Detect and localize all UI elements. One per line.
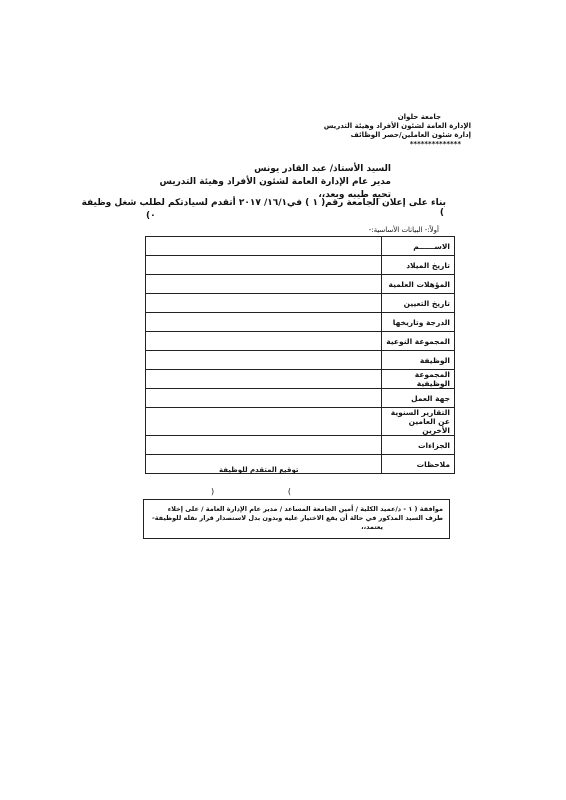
form-row-value[interactable]: [146, 313, 382, 332]
form-row-label: التقارير السنوية عن العامين الأخرين: [382, 408, 455, 436]
form-row-label: ملاحظات: [382, 455, 455, 474]
approval-text: [151, 505, 443, 532]
form-row-label: الوظيفة: [382, 351, 455, 370]
stars-divider: **************: [409, 140, 461, 148]
recipient-line: السيد الأستاذ/ عبد القادر يونس: [254, 164, 391, 174]
form-row-label: تاريخ التعيين: [382, 294, 455, 313]
form-row-value[interactable]: [146, 294, 382, 313]
form-row: [146, 237, 455, 256]
letterhead: [271, 113, 471, 149]
form-row-label: جهة العمل: [382, 389, 455, 408]
intro-paren-close: (٠: [146, 211, 156, 221]
form-row-label: المجموعة النوعية: [382, 332, 455, 351]
form-row: [146, 408, 455, 436]
intro-paren-open: ): [439, 208, 444, 218]
form-row-label: الاســــــم: [382, 237, 455, 256]
form-row-value[interactable]: [146, 332, 382, 351]
form-row: [146, 370, 455, 389]
form-row: [146, 256, 455, 275]
address-block: [131, 163, 391, 202]
form-row: [146, 455, 455, 474]
approval-closing: يعتمد،،: [361, 523, 383, 531]
admin-name: الإدارة العامة لشئون الأفراد وهيئة التدريس: [323, 122, 471, 130]
form-row-value[interactable]: [146, 370, 382, 389]
form-row-label: الجزاءات: [382, 436, 455, 455]
greeting-line: تحيه طيبه وبعد،،: [318, 190, 391, 200]
approval-body: موافقة ( ١ - د/عميد الكلية / أمين الجامعة المساعد / مدير عام الإدارة العامة / على إخلاء طرف السيد المذكور في حالة أن يقع الاختيار عليه وبدون بدل لاستصدار قرار نقله للوظيفة-: [152, 505, 443, 522]
recipient-title: مدير عام الإدارة العامة لشئون الأفراد وهيئة التدريس: [159, 177, 391, 187]
signature-paren-left: ): [211, 487, 215, 496]
form-row-value[interactable]: [146, 256, 382, 275]
approval-box: [143, 499, 450, 539]
form-row: [146, 294, 455, 313]
basic-data-table: [145, 236, 455, 474]
form-row: [146, 389, 455, 408]
section-title: أولاً:- البيانات الأساسية:-: [368, 226, 439, 234]
form-row-label: المجموعة الوظيفية: [382, 370, 455, 389]
form-row: [146, 275, 455, 294]
dept-name: إدارة شئون العاملين/حصر الوظائف: [350, 131, 471, 139]
form-row-value[interactable]: [146, 351, 382, 370]
form-row-label: تاريخ الميلاد: [382, 256, 455, 275]
form-row: [146, 351, 455, 370]
form-row: [146, 313, 455, 332]
signature-paren-right: (: [287, 487, 291, 496]
intro-line: بناء على إعلان الجامعة رقم( ١ ) في١٦/١/ ٢٠١٧ أتقدم لسيادتكم لطلب شغل وظيفة: [81, 198, 446, 208]
form-row-value[interactable]: [146, 436, 382, 455]
university-name: جامعة حلوان: [397, 113, 441, 121]
form-row-label: المؤهلات العلمية: [382, 275, 455, 294]
form-row-value[interactable]: [146, 389, 382, 408]
signature-label: توقيع المتقدم للوظيفة: [219, 466, 299, 474]
form-row: [146, 332, 455, 351]
form-row-value[interactable]: [146, 237, 382, 256]
form-row-value[interactable]: [146, 275, 382, 294]
form-row: [146, 436, 455, 455]
form-row-value[interactable]: [146, 408, 382, 436]
form-row-label: الدرجة وتاريخها: [382, 313, 455, 332]
